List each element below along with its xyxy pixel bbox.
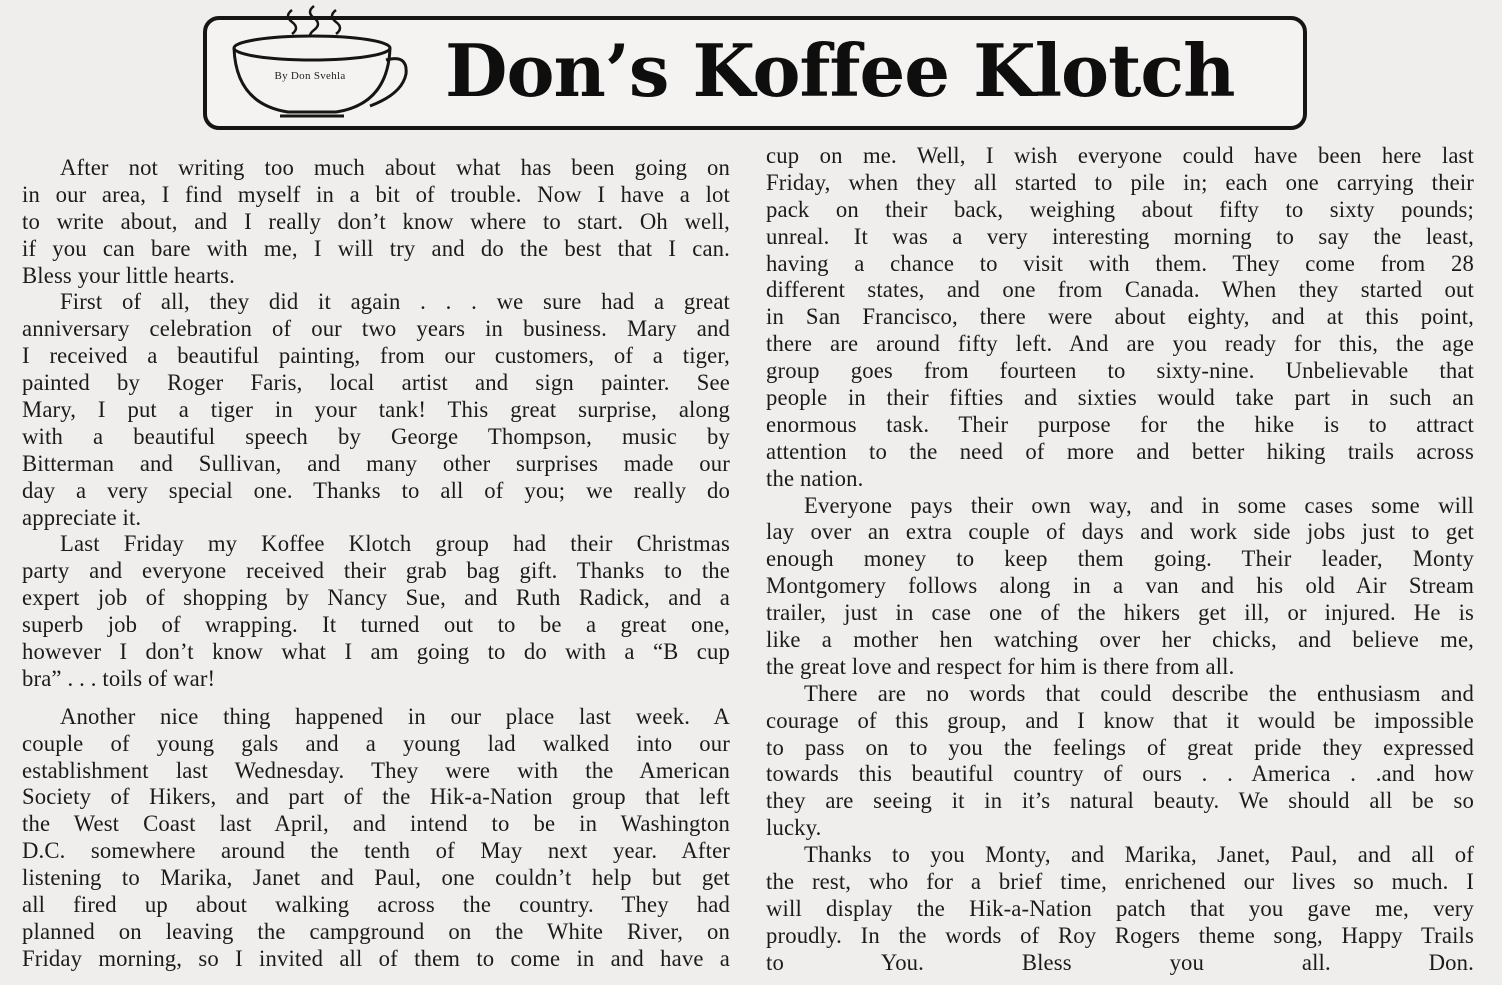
text-line: After not writing too much about what has been going on [60, 155, 730, 180]
page-title: Don’s Koffee Klotch [445, 28, 1235, 113]
text-line: lay over an extra couple of days and work side jobs just to get [766, 519, 1474, 545]
text-line: pack on their back, weighing about fifty to sixty pounds; [766, 196, 1474, 222]
text-line: There are no words that could describe the enthusiasm and [804, 680, 1474, 706]
text-line: group goes from fourteen to sixty-nine. Unbelievable that [766, 358, 1474, 384]
text-line: day a very special one. Thanks to all of you; we really do [22, 477, 730, 503]
text-line: attention to the need of more and better hiking trails across [766, 438, 1474, 464]
text-line: couple of young gals and a young lad walked into our [22, 730, 730, 756]
text-line: the nation. [766, 465, 864, 491]
text-line: unreal. It was a very interesting morning to say the least, [766, 223, 1474, 249]
text-line: Mary, I put a tiger in your tank! This great surprise, along [22, 397, 730, 423]
text-line: Thanks to you Monty, and Marika, Janet, Paul, and all of [804, 842, 1474, 868]
text-line: lucky. [766, 815, 822, 841]
text-line: the West Coast last April, and intend to be in Washington [22, 811, 730, 837]
text-line: in our area, I find myself in a bit of trouble. Now I have a lot [22, 181, 730, 207]
text-line: Society of Hikers, and part of the Hik-a-Nation group that left [22, 784, 730, 810]
text-line: enough money to keep them going. Their leader, Monty [766, 546, 1474, 572]
coffee-cup-icon [222, 2, 422, 128]
article-column-right [766, 143, 1474, 977]
text-line: towards this beautiful country of ours . . America . .and how [766, 761, 1474, 787]
text-line: the great love and respect for him is there from all. [766, 653, 1235, 679]
text-line: however I don’t know what I am going to do with a “B cup [22, 639, 730, 665]
text-line: appreciate it. [22, 504, 142, 530]
text-line: listening to Marika, Janet and Paul, one couldn’t help but get [22, 865, 730, 891]
text-line: like a mother hen watching over her chicks, and believe me, [766, 627, 1474, 653]
text-line: Everyone pays their own way, and in some cases some will [804, 492, 1474, 518]
text-line: D.C. somewhere around the tenth of May next year. After [22, 838, 730, 864]
text-line: First of all, they did it again . . . we sure had a great [60, 289, 730, 315]
text-line: in San Francisco, there were about eighty, and at this point, [766, 304, 1474, 330]
text-line: will display the Hik-a-Nation patch that you gave me, very [766, 895, 1474, 921]
text-line: party and everyone received their grab bag gift. Thanks to the [22, 558, 730, 584]
text-line: all fired up about walking across the country. They had [22, 892, 730, 918]
text-line: they are seeing it in it’s natural beauty. We should all be so [766, 788, 1474, 814]
text-line: trailer, just in case one of the hikers get ill, or injured. He is [766, 600, 1474, 626]
text-line: the rest, who for a brief time, enrichened our lives so much. I [766, 869, 1474, 895]
text-line: proudly. In the words of Roy Rogers theme song, Happy Trails [766, 922, 1474, 948]
text-line: Friday, when they all started to pile in; each one carrying their [766, 169, 1474, 195]
text-line: Montgomery follows along in a van and his old Air Stream [766, 573, 1474, 599]
text-line: courage of this group, and I know that it would be impossible [766, 707, 1474, 733]
text-line: to You. Bless you all. Don. [766, 949, 1474, 975]
text-line: I received a beautiful painting, from our customers, of a tiger, [22, 343, 730, 369]
text-line: superb job of wrapping. It turned out to be a great one, [22, 612, 730, 638]
text-line: cup on me. Well, I wish everyone could have been here last [766, 143, 1474, 168]
text-line: establishment last Wednesday. They were with the American [22, 757, 730, 783]
text-line: to write about, and I really don’t know where to start. Oh well, [22, 208, 730, 234]
text-line: if you can bare with me, I will try and do the best that I can. [22, 235, 730, 261]
text-line: there are around fifty left. And are you ready for this, the age [766, 331, 1474, 357]
text-line: Bitterman and Sullivan, and many other surprises made our [22, 450, 730, 476]
text-line: different states, and one from Canada. When they started out [766, 277, 1474, 303]
text-line: Another nice thing happened in our place last week. A [60, 703, 730, 729]
article-column-left [22, 155, 730, 973]
text-line: having a chance to visit with them. They come from 28 [766, 250, 1474, 276]
text-line: enormous task. Their purpose for the hike is to attract [766, 411, 1474, 437]
text-line: Friday morning, so I invited all of them to come in and have a [22, 945, 730, 971]
text-line: Bless your little hearts. [22, 262, 235, 288]
text-line: with a beautiful speech by George Thompson, music by [22, 423, 730, 449]
text-line: painted by Roger Faris, local artist and sign painter. See [22, 370, 730, 396]
text-line: to pass on to you the feelings of great pride they expressed [766, 734, 1474, 760]
text-line: anniversary celebration of our two years in business. Mary and [22, 316, 730, 342]
text-line: Last Friday my Koffee Klotch group had their Christmas [60, 531, 730, 557]
text-line: planned on leaving the campground on the White River, on [22, 918, 730, 944]
text-line: expert job of shopping by Nancy Sue, and Ruth Radick, and a [22, 585, 730, 611]
text-line: bra” . . . toils of war! [22, 665, 216, 691]
byline: By Don Svehla [274, 70, 346, 82]
text-line: people in their fifties and sixties would take part in such an [766, 385, 1474, 411]
